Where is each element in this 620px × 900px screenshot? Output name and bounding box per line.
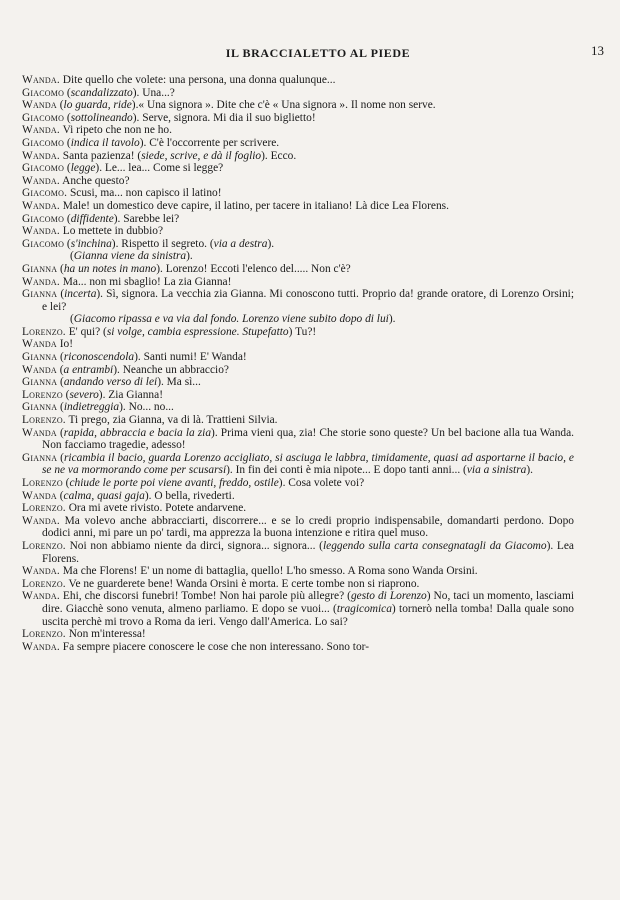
dialogue-line <box>22 187 574 200</box>
dialogue-line <box>22 288 574 313</box>
speaker-name: Wanda. <box>22 565 60 578</box>
dialogue-text: ) tornerò nella tomba! Dalla quale sono uscita perchè mi trovo a Roma da ieri. Vengo dall'America. Lo sai? <box>42 602 574 628</box>
dialogue-text: ( <box>57 262 64 275</box>
speaker-name: Wanda. <box>22 199 60 212</box>
dialogue-text: ( <box>57 451 64 464</box>
stage-direction: incerta <box>64 288 97 301</box>
dialogue-text: ). Zia Gianna! <box>98 388 163 401</box>
dialogue-text: Ehi, che discorsi funebri! Tombe! Non hai parole più allegre? ( <box>59 590 351 603</box>
stage-direction-line <box>22 250 574 263</box>
stage-direction: ricambia il bacio, guarda Lorenzo accigliato, si asciuga le labbra, timidamente, quasi ad asportarne il bacio, e se ne va mormorando come per scusarsi <box>42 451 574 477</box>
speaker-name: Wanda. <box>22 640 60 653</box>
speaker-name: Wanda. <box>22 149 60 162</box>
dialogue-text: ). No... no... <box>119 401 174 414</box>
stage-direction: leggendo sulla carta consegnatagli da Giacomo <box>322 539 547 552</box>
dialogue-text: ). Le... lea... Come si legge? <box>95 162 224 175</box>
dialogue-line <box>22 641 574 654</box>
play-script-text <box>22 74 574 653</box>
dialogue-text: Anche questo? <box>59 174 130 187</box>
dialogue-text: Ti prego, zia Gianna, va di là. Trattieni Silvia. <box>65 414 278 427</box>
speaker-name: Giacomo <box>22 237 65 250</box>
dialogue-text: ). Serve, signora. Mi dia il suo biglietto! <box>132 111 316 124</box>
stage-direction: scandalizzato <box>70 86 133 99</box>
stage-direction: rapida, abbraccia e bacia la zia <box>63 426 212 439</box>
speaker-name: Lorenzo <box>22 477 63 489</box>
speaker-name: Giacomo <box>22 86 65 99</box>
dialogue-line <box>22 477 574 490</box>
dialogue-line <box>22 74 574 87</box>
speaker-name: Lorenzo. <box>22 577 66 590</box>
dialogue-line <box>22 452 574 477</box>
speaker-name: Gianna <box>22 288 58 301</box>
dialogue-text: Ve ne guarderete bene! Wanda Orsini è morta. E certe tombe non si riaprono. <box>65 577 420 590</box>
speaker-name: Lorenzo. <box>22 325 66 338</box>
speaker-name: Wanda. <box>22 174 60 187</box>
speaker-name: Gianna <box>22 262 58 275</box>
dialogue-text: ( <box>64 86 71 99</box>
dialogue-text: ( <box>57 288 65 301</box>
speaker-name: Gianna <box>22 376 58 389</box>
dialogue-text: Santa pazienza! ( <box>59 149 142 162</box>
stage-direction: si volge, cambia espressione. Stupefatto <box>106 325 289 338</box>
dialogue-text: ( <box>57 376 64 389</box>
speaker-name: Gianna <box>22 351 58 364</box>
running-title: IL BRACCIALETTO AL PIEDE <box>225 46 411 60</box>
dialogue-line <box>22 137 574 150</box>
dialogue-text: Lo mettete in dubbio? <box>59 225 164 238</box>
stage-direction: severo <box>69 388 99 401</box>
dialogue-line <box>22 389 574 402</box>
speaker-name: Giacomo <box>22 162 65 175</box>
speaker-name: Wanda <box>22 338 57 351</box>
stage-direction-line <box>22 313 574 326</box>
dialogue-text: ( <box>64 162 71 175</box>
speaker-name: Wanda. <box>22 74 60 86</box>
dialogue-line <box>22 124 574 137</box>
dialogue-line <box>22 338 574 351</box>
stage-direction: chiude le porte poi viene avanti, freddo, ostile <box>69 477 279 489</box>
speaker-name: Lorenzo <box>22 388 63 401</box>
speaker-name: Wanda. <box>22 225 60 238</box>
dialogue-text: ( <box>64 111 71 124</box>
dialogue-line <box>22 263 574 276</box>
dialogue-line <box>22 351 574 364</box>
stage-direction: indietreggia <box>63 401 120 414</box>
dialogue-text: ). Lea Florens. <box>42 539 574 565</box>
dialogue-text: ). Una...? <box>132 86 175 99</box>
dialogue-text: Fa sempre piacere conoscere le cose che non interessano. Sono tor- <box>59 640 370 653</box>
dialogue-text: ). Santi numi! E' Wanda! <box>134 351 247 364</box>
stage-direction: legge <box>70 162 96 175</box>
dialogue-text: ). <box>267 237 275 250</box>
dialogue-text: ). Ecco. <box>261 149 297 162</box>
dialogue-text: ( <box>57 401 64 414</box>
stage-direction: siede, scrive, e dà il foglio <box>141 149 262 162</box>
speaker-name: Lorenzo. <box>22 539 66 552</box>
dialogue-line <box>22 515 574 540</box>
dialogue-text: ). Rispetto il segreto. ( <box>111 237 214 250</box>
stage-direction: via a destra <box>213 237 268 250</box>
dialogue-text: ). <box>388 313 396 326</box>
speaker-name: Wanda. <box>22 514 60 527</box>
speaker-name: Lorenzo. <box>22 502 66 515</box>
speaker-name: Lorenzo. <box>22 414 66 427</box>
dialogue-text: ( <box>70 313 74 326</box>
dialogue-line <box>22 87 574 100</box>
dialogue-line <box>22 540 574 565</box>
stage-direction: indica il tavolo <box>70 136 140 149</box>
stage-direction: via a sinistra <box>466 464 527 477</box>
page-number: 13 <box>591 43 604 58</box>
stage-direction: calma, quasi gaja <box>63 489 145 502</box>
dialogue-text: Ma... non mi sbaglio! La zia Gianna! <box>59 275 232 288</box>
dialogue-text: ( <box>56 426 64 439</box>
dialogue-text: Ma che Florens! E' un nome di battaglia, quello! L'ho smesso. A Roma sono Wanda Orsini. <box>59 565 478 578</box>
dialogue-line <box>22 590 574 628</box>
speaker-name: Wanda. <box>22 275 60 288</box>
dialogue-text: ).« Una signora ». Dite che c'è « Una signora ». Il nome non serve. <box>131 99 436 112</box>
dialogue-line <box>22 175 574 188</box>
running-header <box>22 38 604 60</box>
dialogue-text: Ora mi avete rivisto. Potete andarvene. <box>65 502 247 515</box>
speaker-name: Lorenzo. <box>22 628 66 641</box>
dialogue-text: ). Prima vieni qua, zia! Che storie sono queste? Un bel bacione alla tua Wanda. Non facciamo tragedie, adesso! <box>42 426 574 452</box>
dialogue-text: Male! un domestico deve capire, il latino, per tacere in italiano! Là dice Lea Florens. <box>59 199 449 212</box>
dialogue-text: ( <box>64 237 71 250</box>
dialogue-line <box>22 376 574 389</box>
dialogue-line <box>22 628 574 641</box>
dialogue-line <box>22 162 574 175</box>
dialogue-text: Io! <box>56 338 74 351</box>
dialogue-text: ). Cosa volete voi? <box>278 477 365 489</box>
stage-direction: tragicomica <box>336 602 392 615</box>
dialogue-text: Noi non abbiamo niente da dirci, signora... signora... ( <box>65 539 323 552</box>
stage-direction: s'inchina <box>70 237 112 250</box>
speaker-name: Giacomo <box>22 212 65 225</box>
speaker-name: Wanda. <box>22 590 60 603</box>
dialogue-text: ( <box>70 250 74 263</box>
stage-direction: sottolineando <box>70 111 133 124</box>
dialogue-text: Ma volevo anche abbracciarti, discorrere... e se lo credi proprio indispensabile, domandarti perdono. Dopo dodici anni, mi pare un po' tardi, ma apprezza la buona intenzione e ritira quel muso. <box>42 514 574 540</box>
dialogue-text: Vi ripeto che non ne ho. <box>59 124 172 137</box>
dialogue-text: ). In fin dei conti è mia nipote... E dopo tanti anni... ( <box>226 464 467 477</box>
dialogue-text: E' qui? ( <box>65 325 107 338</box>
dialogue-line <box>22 225 574 238</box>
dialogue-text: ( <box>56 489 64 502</box>
dialogue-text: ). Sarebbe lei? <box>113 212 180 225</box>
dialogue-text: ( <box>64 136 71 149</box>
stage-direction: riconoscendola <box>63 351 135 364</box>
dialogue-line <box>22 99 574 112</box>
speaker-name: Giacomo. <box>22 187 68 200</box>
dialogue-text: ( <box>62 388 70 401</box>
dialogue-text: Scusi, ma... non capisco il latino! <box>67 187 222 200</box>
speaker-name: Wanda <box>22 489 57 502</box>
dialogue-line <box>22 427 574 452</box>
dialogue-text: ( <box>56 363 64 376</box>
dialogue-line <box>22 401 574 414</box>
stage-direction: lo guarda, ride <box>63 99 132 112</box>
dialogue-text: ). Sì, signora. La vecchia zia Gianna. Mi conoscono tutti. Proprio da! grande oratore, di Lorenzo Orsini; e lei? <box>42 288 574 313</box>
speaker-name: Wanda. <box>22 124 60 137</box>
dialogue-text: ). C'è l'occorrente per scrivere. <box>139 136 280 149</box>
stage-direction: Giacomo ripassa e va via dal fondo. Lorenzo viene subito dopo di lui <box>73 313 389 326</box>
dialogue-line <box>22 364 574 377</box>
stage-direction: ha un notes in mano <box>63 262 157 275</box>
dialogue-line <box>22 490 574 503</box>
speaker-name: Giacomo <box>22 136 65 149</box>
dialogue-text: ( <box>64 212 71 225</box>
stage-direction: diffidente <box>70 212 114 225</box>
dialogue-text: ). Neanche un abbraccio? <box>113 363 229 376</box>
dialogue-line <box>22 238 574 251</box>
dialogue-text: Non m'interessa! <box>65 628 146 641</box>
dialogue-line <box>22 502 574 515</box>
speaker-name: Gianna <box>22 401 58 414</box>
stage-direction: gesto di Lorenzo <box>350 590 427 603</box>
dialogue-text: ). Lorenzo! Eccoti l'elenco del..... Non c'è? <box>156 262 351 275</box>
speaker-name: Wanda <box>22 426 57 439</box>
dialogue-line <box>22 276 574 289</box>
dialogue-line <box>22 414 574 427</box>
stage-direction: a entrambi <box>63 363 114 376</box>
stage-direction: andando verso di lei <box>63 376 158 389</box>
dialogue-text: ). O bella, rivederti. <box>144 489 235 502</box>
dialogue-line <box>22 112 574 125</box>
speaker-name: Wanda <box>22 363 57 376</box>
dialogue-line <box>22 200 574 213</box>
speaker-name: Gianna <box>22 451 58 464</box>
stage-direction: Gianna viene da sinistra <box>73 250 187 263</box>
dialogue-text: ). <box>186 250 193 263</box>
dialogue-line <box>22 326 574 339</box>
dialogue-text: ( <box>57 351 64 364</box>
dialogue-text: ( <box>56 99 64 112</box>
dialogue-text: Dite quello che volete: una persona, una donna qualunque... <box>59 74 336 86</box>
speaker-name: Wanda <box>22 99 57 112</box>
dialogue-line <box>22 565 574 578</box>
dialogue-line <box>22 213 574 226</box>
dialogue-text: ) Tu?! <box>288 325 317 338</box>
speaker-name: Giacomo <box>22 111 65 124</box>
dialogue-text: ). Ma sì... <box>157 376 201 389</box>
dialogue-text: ( <box>62 477 70 489</box>
dialogue-text: ) No, taci un momento, lasciami dire. Giacchè sono venuta, almeno parliamo. E dopo se vuoi... ( <box>42 590 574 615</box>
dialogue-text: ). <box>526 464 534 477</box>
dialogue-line <box>22 150 574 163</box>
dialogue-line <box>22 578 574 591</box>
